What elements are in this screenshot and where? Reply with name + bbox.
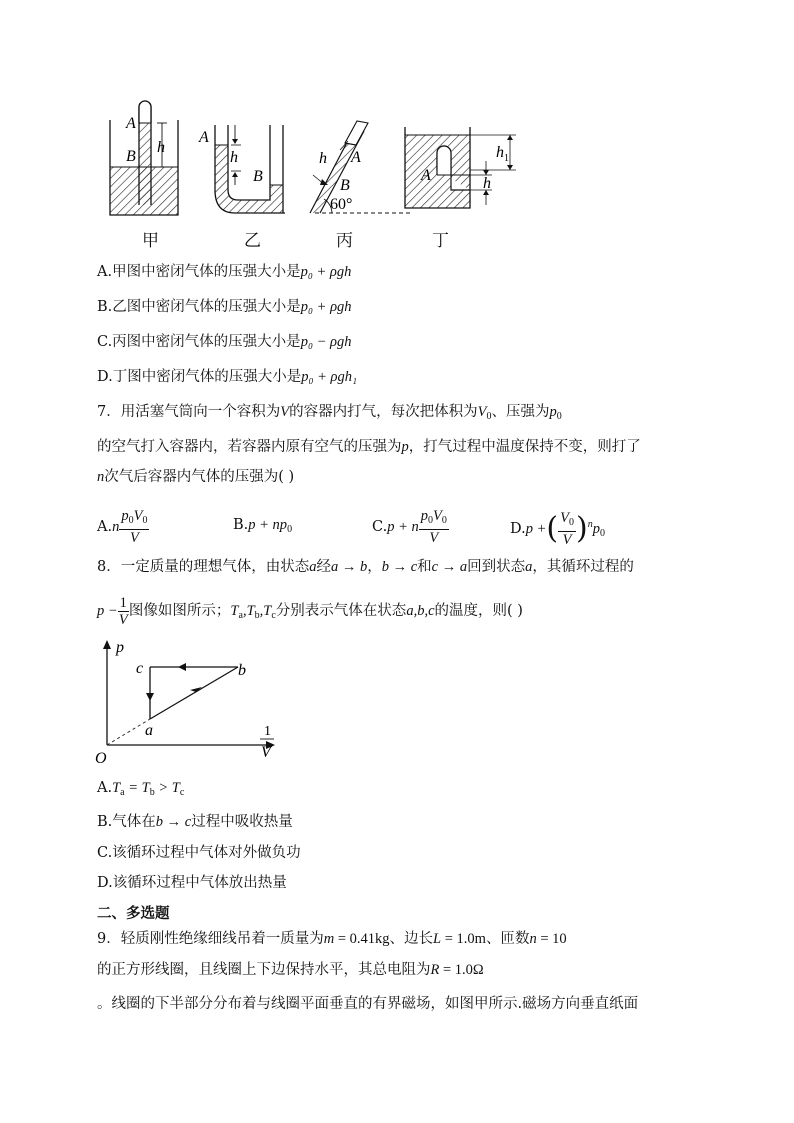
q6-option-d-text: D.丁图中密闭气体的压强大小是	[97, 369, 302, 385]
fig-bing-A: A	[351, 149, 361, 166]
fig-jia-B: B	[126, 148, 136, 165]
q7-text-2a: 的空气打入容器内，若容器内原有空气的压强为	[97, 439, 402, 455]
q8-graph	[90, 635, 290, 770]
fig-bing-h: h	[319, 150, 327, 167]
q9-text-1c: 、匝数	[485, 931, 530, 947]
q9-line-1: 9．轻质刚性绝缘细线吊着一质量为m = 0.41kg、边长L = 1.0m、匝数n = 10	[97, 931, 567, 947]
q6-figures	[100, 95, 540, 225]
q8-text-2c: 的温度，则( )	[434, 603, 523, 619]
fig-bing-B: B	[340, 177, 350, 194]
fig-yi-A: A	[199, 129, 209, 146]
q8-text-1d: 和	[417, 559, 432, 575]
q7-text-2b: ，打气过程中温度保持不变，则打了	[408, 439, 641, 455]
q8-option-a[interactable]: $A.T_a = T_b > T_c$	[97, 780, 185, 798]
q8-path-ab	[150, 667, 238, 719]
q7-option-c-label: C.	[372, 519, 388, 535]
fig-bing-angle: 60°	[330, 196, 353, 213]
q6-option-a[interactable]	[97, 262, 351, 282]
fig-ding-A: A	[421, 167, 431, 184]
q8-option-b-text-b: 过程中吸收热量	[191, 814, 293, 830]
q8-label-b: b	[238, 662, 246, 679]
q6-option-c[interactable]	[97, 332, 351, 352]
figure-yi	[215, 125, 285, 213]
figure-jia	[110, 101, 178, 215]
q8-text-1e: 回到状态	[467, 559, 526, 575]
q8-line-1: 8．一定质量的理想气体，由状态a经a → b，b → c和c → a回到状态a，其循环过程的	[97, 559, 634, 575]
q8-option-d[interactable]	[97, 873, 287, 893]
q8-option-a-label: A.	[97, 780, 113, 796]
fig-ding-h1-base: h	[496, 144, 504, 161]
q6-option-d[interactable]	[97, 367, 357, 387]
q6-option-a-text: A.甲图中密闭气体的压强大小是	[97, 264, 301, 280]
q9-line-2: 的正方形线圈，且线圈上下边保持水平，其总电阻为R = 1.0Ω	[97, 962, 484, 978]
fig-jia-A: A	[126, 115, 136, 132]
section-multi-choice-heading: 二、多选题	[97, 906, 170, 922]
q7-option-a[interactable]: A.n $\frac{p_0V_0}{V}$	[97, 508, 148, 546]
q6-option-c-expr: p₀ − ρgh	[300, 334, 352, 350]
fig-bing-caption: 丙	[336, 231, 353, 251]
q8-option-b[interactable]: B.气体在b → c过程中吸收热量	[97, 814, 293, 830]
q6-option-b-text: B.乙图中密闭气体的压强大小是	[97, 299, 301, 315]
q7-option-d[interactable]: D.p +( $\frac{V_0}{V}$ )$^np_0$	[510, 510, 605, 548]
fig-yi-h: h	[230, 149, 238, 166]
q9-text-2a: 的正方形线圈，且线圈上下边保持水平，其总电阻为	[97, 962, 431, 978]
q7-line-2: 的空气打入容器内，若容器内原有空气的压强为p，打气过程中温度保持不变，则打了	[97, 439, 641, 455]
q8-text-1f: ，其循环过程的	[532, 559, 634, 575]
q8-label-1: 1	[264, 724, 271, 739]
q8-label-O: O	[95, 750, 107, 767]
fig-yi-B: B	[253, 168, 263, 185]
q8-option-b-text-a: B.气体在	[97, 814, 156, 830]
q7-option-a-label: A.	[97, 519, 113, 535]
fig-ding-h1	[496, 144, 509, 164]
q8-line-2: p − $\frac{1}{V}$ 图像如图所示；$T_a,T_b,T_c$分别表示气体在状态a,b,c的温度，则( )	[97, 594, 523, 628]
q7-text-1c: 、压强为	[491, 404, 550, 420]
q7-option-b-label: B.	[233, 517, 249, 533]
q8-option-c-text: C.该循环过程中气体对外做负功	[97, 845, 301, 861]
q8-label-p: p	[116, 639, 124, 656]
q6-option-b-expr: p₀ + ρgh	[300, 299, 352, 315]
fig-jia-h: h	[157, 139, 165, 156]
q8-label-a: a	[145, 722, 153, 739]
q6-option-d-expr: p₀ + ρgh₁	[301, 369, 358, 385]
q8-text-1c: ，	[367, 559, 382, 575]
q9-line-3: 。线圈的下半部分分布着与线圈平面垂直的有界磁场，如图甲所示.磁场方向垂直纸面	[97, 996, 639, 1012]
q6-option-a-expr: p₀ + ρgh	[300, 264, 352, 280]
q7-option-c[interactable]: C.p + n $\frac{p_0V_0}{V}$	[372, 508, 447, 546]
figure-bing	[310, 121, 410, 213]
q7-option-b[interactable]: $B.p + np_0$	[233, 517, 293, 535]
fig-ding-h: h	[483, 175, 491, 192]
q7-line-1: 7．用活塞气筒向一个容积为V的容器内打气，每次把体积为$V_0$、压强为$p_0$	[97, 404, 562, 422]
q9-text-1b: 、边长	[389, 931, 434, 947]
q8-label-c: c	[136, 660, 144, 677]
q7-text-1b: 的容器内打气，每次把体积为	[289, 404, 478, 420]
q8-label-V: V	[261, 744, 271, 761]
q7-text-1a: 7．用活塞气筒向一个容积为	[97, 404, 281, 420]
q8-option-d-text: D.该循环过程中气体放出热量	[97, 875, 287, 891]
q7-line-3: n次气后容器内气体的压强为( )	[97, 469, 295, 485]
q7-text-3: 次气后容器内气体的压强为( )	[104, 469, 295, 485]
q8-text-1a: 8．一定质量的理想气体，由状态	[97, 559, 310, 575]
q8-text-2b: 分别表示气体在状态	[275, 603, 407, 619]
q9-text-1a: 9．轻质刚性绝缘细线吊着一质量为	[97, 931, 324, 947]
q8-option-c[interactable]	[97, 843, 301, 863]
fig-ding-h1-sub: 1	[504, 153, 509, 164]
fig-jia-caption: 甲	[142, 231, 159, 251]
fig-ding-caption: 丁	[432, 231, 449, 251]
q8-text-2a: 图像如图所示；	[128, 603, 231, 619]
q6-option-b[interactable]	[97, 297, 352, 317]
q6-option-c-text: C.丙图中密闭气体的压强大小是	[97, 334, 301, 350]
fig-yi-caption: 乙	[244, 231, 261, 251]
q8-text-1b: 经	[316, 559, 331, 575]
q7-option-d-label: D.	[510, 521, 526, 537]
